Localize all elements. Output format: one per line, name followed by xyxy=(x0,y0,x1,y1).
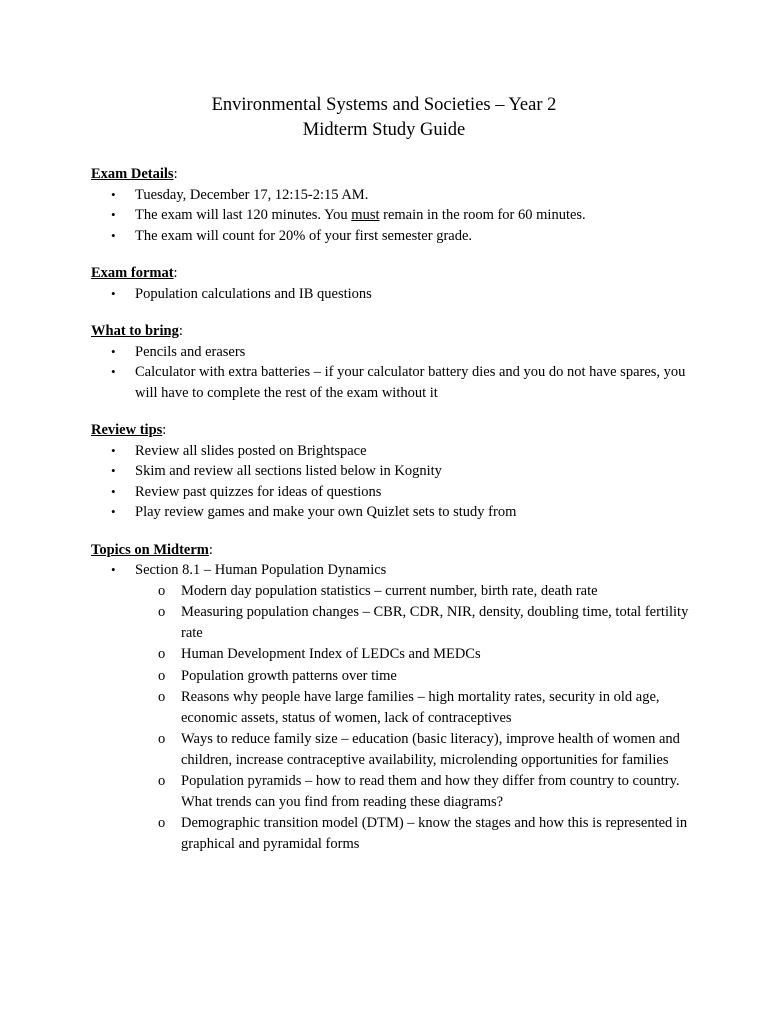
list-item xyxy=(91,205,691,226)
list-item xyxy=(91,482,691,503)
what-to-bring-list xyxy=(91,342,691,404)
list-item xyxy=(91,284,691,305)
title-line-2: Midterm Study Guide xyxy=(302,120,466,140)
sub-list-item-text: Modern day population statistics – current number, birth rate, death rate xyxy=(181,582,598,599)
topic-section-title: Section 8.1 – Human Population Dynamics xyxy=(135,562,387,578)
topics-list xyxy=(91,560,691,854)
list-item-text: Calculator with extra batteries – if your calculator battery dies and you do not have spares, you will have to complete the rest of the exam without it xyxy=(135,364,686,401)
list-item-text: Pencils and erasers xyxy=(135,343,246,360)
sub-list-item xyxy=(135,813,691,854)
list-item-text: Tuesday, December 17, 12:15-2:15 AM. xyxy=(135,186,369,203)
bullet-icon: • xyxy=(111,463,116,478)
topics-heading: Topics on Midterm xyxy=(91,541,209,558)
list-item-text: Play review games and make your own Quizlet sets to study from xyxy=(135,504,517,520)
exam-format-list xyxy=(91,284,691,305)
sub-list-item xyxy=(135,687,691,728)
sub-list-item xyxy=(135,644,691,665)
list-item xyxy=(91,560,691,854)
exam-format-heading: Exam format xyxy=(91,265,174,281)
exam-format-section xyxy=(91,263,691,304)
review-tips-heading-line xyxy=(91,420,691,441)
list-item xyxy=(91,502,691,523)
circle-bullet-icon: o xyxy=(158,582,166,599)
list-item-text: Population calculations and IB questions xyxy=(135,285,372,302)
sub-list-item-text: Demographic transition model (DTM) – know the stages and how this is represented in graphical and pyramidal forms xyxy=(181,815,688,852)
exam-format-heading-line xyxy=(91,263,691,284)
what-to-bring-heading-line xyxy=(91,321,691,342)
sub-list-item xyxy=(135,771,691,812)
sub-list-item xyxy=(135,581,691,602)
sub-list-item-text: Ways to reduce family size – education (basic literacy), improve health of women and children, increase contraceptive availability, microlending opportunities for families xyxy=(181,731,680,768)
sub-list-item-text: Measuring population changes – CBR, CDR, NIR, density, doubling time, total fertility rate xyxy=(181,604,689,641)
topics-heading-line xyxy=(91,540,691,561)
emphasis-must: must xyxy=(351,207,380,223)
document-body xyxy=(91,164,691,871)
list-item-text: The exam will count for 20% of your first semester grade. xyxy=(135,227,473,244)
sub-list-item xyxy=(135,602,691,643)
sub-list-item-text: Population growth patterns over time xyxy=(181,667,397,684)
sub-list-item xyxy=(135,666,691,687)
list-item xyxy=(91,185,691,206)
heading-colon: : xyxy=(208,541,213,558)
title-line-1: Environmental Systems and Societies – Year 2 xyxy=(211,95,557,115)
bullet-icon: • xyxy=(111,364,116,379)
circle-bullet-icon: o xyxy=(158,815,166,831)
heading-colon: : xyxy=(173,166,178,182)
sub-list-item-text: Reasons why people have large families – high mortality rates, security in old age, economic assets, status of women, lack of contraceptives xyxy=(181,689,660,726)
bullet-icon: • xyxy=(111,504,116,519)
topic-subitems xyxy=(135,581,691,855)
circle-bullet-icon: o xyxy=(158,731,166,747)
circle-bullet-icon: o xyxy=(158,646,166,662)
sub-list-item-text: Human Development Index of LEDCs and MEDCs xyxy=(181,646,481,662)
bullet-icon: • xyxy=(111,186,116,202)
sub-list-item-text: Population pyramids – how to read them and how they differ from country to country. What trends can you find from reading these diagrams? xyxy=(181,773,680,810)
review-tips-heading: Review tips xyxy=(91,422,163,438)
sub-list-item xyxy=(135,729,691,770)
list-item-text: Review all slides posted on Brightspace xyxy=(135,442,367,459)
list-item xyxy=(91,342,691,363)
document-title xyxy=(0,93,768,143)
what-to-bring-heading: What to bring xyxy=(91,323,179,339)
exam-details-section xyxy=(91,164,691,246)
review-tips-list xyxy=(91,441,691,523)
heading-colon: : xyxy=(162,422,167,438)
list-item xyxy=(91,441,691,462)
exam-details-heading: Exam Details xyxy=(91,166,174,182)
list-item xyxy=(91,226,691,247)
review-tips-section xyxy=(91,420,691,523)
circle-bullet-icon: o xyxy=(158,604,166,620)
what-to-bring-section xyxy=(91,321,691,403)
list-item-text: Skim and review all sections listed below in Kognity xyxy=(135,463,442,479)
bullet-icon: • xyxy=(111,442,116,458)
heading-colon: : xyxy=(173,265,178,281)
exam-details-heading-line xyxy=(91,164,691,185)
list-item xyxy=(91,362,691,403)
circle-bullet-icon: o xyxy=(158,667,166,684)
bullet-icon: • xyxy=(111,562,116,577)
exam-details-list xyxy=(91,185,691,247)
circle-bullet-icon: o xyxy=(158,773,166,789)
bullet-icon: • xyxy=(111,227,116,243)
list-item xyxy=(91,461,691,482)
bullet-icon: • xyxy=(111,343,116,359)
bullet-icon: • xyxy=(111,207,116,222)
circle-bullet-icon: o xyxy=(158,689,166,705)
list-item-text: Review past quizzes for ideas of questions xyxy=(135,483,382,500)
list-item-text-after: remain in the room for 60 minutes. xyxy=(379,207,586,223)
list-item-text-before: The exam will last 120 minutes. You xyxy=(135,207,352,223)
topics-section xyxy=(91,540,691,855)
heading-colon: : xyxy=(178,323,183,339)
bullet-icon: • xyxy=(111,285,116,301)
bullet-icon: • xyxy=(111,483,116,499)
